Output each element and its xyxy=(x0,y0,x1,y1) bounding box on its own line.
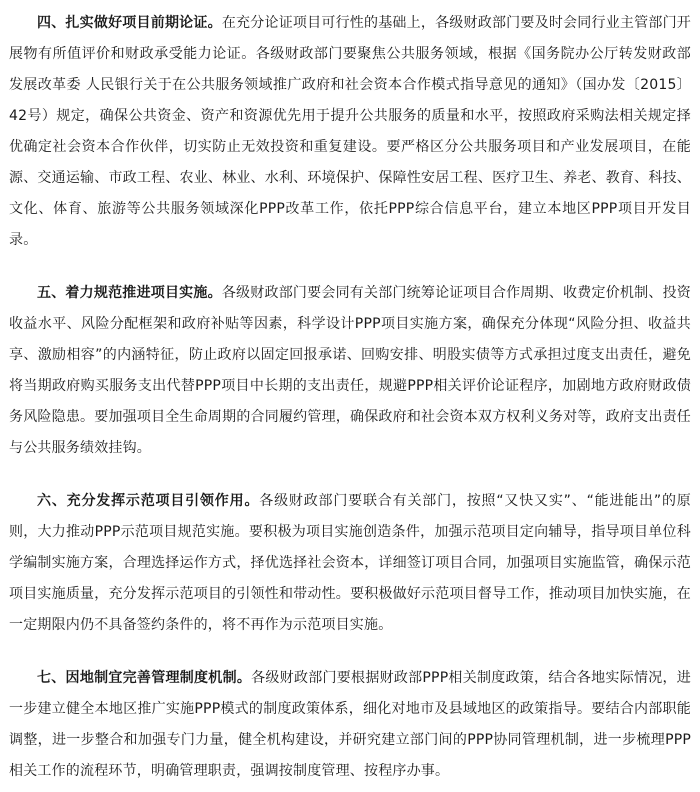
section-7-heading: 七、因地制宜完善管理制度机制。 xyxy=(37,670,252,686)
section-4-body: 在充分论证项目可行性的基础上，各级财政部门要及时会同行业主管部门开展物有所值评价和财政承受能力论证。各级财政部门要聚焦公共服务领域，根据《国务院办公厅转发财政部 发展改革委 人民银行关于在公共服务领域推广政府和社会资本合作模式指导意见的通知》（国办发〔2015〕42号）规定，确保公共资金、资产和资源优先用于提升公共服务的质量和水平，按照政府采购法相关规定择优确定社会资本合作伙伴，切实防止无效投资和重复建设。要严格区分公共服务项目和产业发展项目，在能源、交通运输、市政工程、农业、林业、水利、环境保护、保障性安居工程、医疗卫生、养老、教育、科技、文化、体育、旅游等公共服务领域深化PPP改革工作，依托PPP综合信息平台，建立本地区PPP项目开发目录。 xyxy=(9,15,691,248)
section-7-paragraph xyxy=(9,663,691,787)
section-6-body: 各级财政部门要联合有关部门，按照“又快又实”、“能进能出”的原则，大力推动PPP示范项目规范实施。要积极为项目实施创造条件，加强示范项目定向辅导，指导项目单位科学编制实施方案，合理选择运作方式，择优选择社会资本，详细签订项目合同，加强项目实施监管，确保示范项目实施质量，充分发挥示范项目的引领性和带动性。要积极做好示范项目督导工作，推动项目加快实施，在一定期限内仍不具备签约条件的，将不再作为示范项目实施。 xyxy=(9,493,691,633)
section-5-body: 各级财政部门要会同有关部门统筹论证项目合作周期、收费定价机制、投资收益水平、风险分配框架和政府补贴等因素，科学设计PPP项目实施方案，确保充分体现“风险分担、收益共享、激励相容”的内涵特征，防止政府以固定回报承诺、回购安排、明股实债等方式承担过度支出责任，避免将当期政府购买服务支出代替PPP项目中长期的支出责任，规避PPP相关评价论证程序，加剧地方政府财政债务风险隐患。要加强项目全生命周期的合同履约管理，确保政府和社会资本双方权利义务对等，政府支出责任与公共服务绩效挂钩。 xyxy=(9,285,691,456)
section-6-heading: 六、充分发挥示范项目引领作用。 xyxy=(37,493,260,509)
section-5-heading: 五、着力规范推进项目实施。 xyxy=(37,285,222,301)
section-7-body: 各级财政部门要根据财政部PPP相关制度政策，结合各地实际情况，进一步建立健全本地区推广实施PPP模式的制度政策体系，细化对地市及县域地区的政策指导。要结合内部职能调整，进一步整合和加强专门力量，健全机构建设，并研究建立部门间的PPP协同管理机制，进一步梳理PPP相关工作的流程环节，明确管理职责，强调按制度管理、按程序办事。 xyxy=(9,670,692,779)
section-6-paragraph xyxy=(9,486,691,641)
section-5-paragraph xyxy=(9,278,691,464)
section-4-paragraph xyxy=(9,8,691,256)
section-4-heading: 四、扎实做好项目前期论证。 xyxy=(37,15,222,31)
